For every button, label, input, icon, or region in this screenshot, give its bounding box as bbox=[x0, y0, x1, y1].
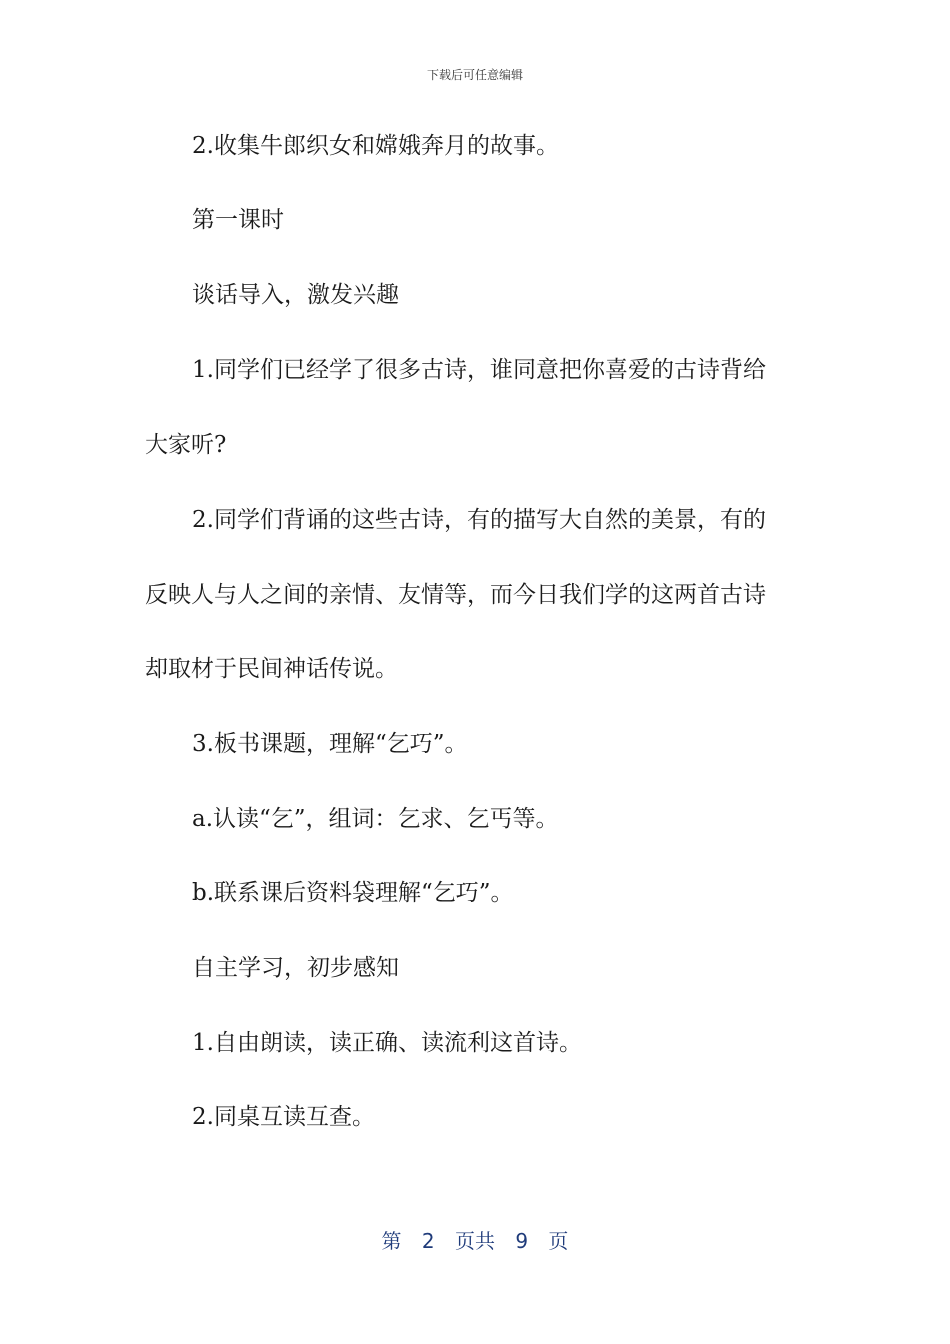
paragraph-line: a.认读“乞”，组词：乞求、乞丐等。 bbox=[192, 806, 559, 832]
paragraph-line: 2.收集牛郎织女和嫦娥奔月的故事。 bbox=[192, 133, 559, 159]
section-heading: 第一课时 bbox=[192, 207, 284, 233]
paragraph-line: 2.同桌互读互查。 bbox=[192, 1104, 375, 1130]
section-heading: 自主学习，初步感知 bbox=[192, 955, 399, 981]
section-heading: 谈话导入，激发兴趣 bbox=[192, 282, 399, 308]
page-header: 下载后可任意编辑 bbox=[426, 68, 523, 82]
paragraph-line: 大家听? bbox=[145, 432, 227, 458]
paragraph-line: 3.板书课题，理解“乞巧”。 bbox=[192, 731, 468, 757]
page-number-footer: 第 2 页共 9 页 bbox=[381, 1229, 569, 1253]
paragraph-line: b.联系课后资料袋理解“乞巧”。 bbox=[192, 880, 514, 906]
paragraph-line: 反映人与人之间的亲情、友情等，而今日我们学的这两首古诗 bbox=[145, 582, 766, 608]
paragraph-line: 1.同学们已经学了很多古诗，谁同意把你喜爱的古诗背给 bbox=[192, 357, 766, 383]
paragraph-line: 2.同学们背诵的这些古诗，有的描写大自然的美景，有的 bbox=[192, 507, 766, 533]
paragraph-line: 1.自由朗读，读正确、读流利这首诗。 bbox=[192, 1030, 582, 1056]
paragraph-line: 却取材于民间神话传说。 bbox=[145, 656, 398, 682]
